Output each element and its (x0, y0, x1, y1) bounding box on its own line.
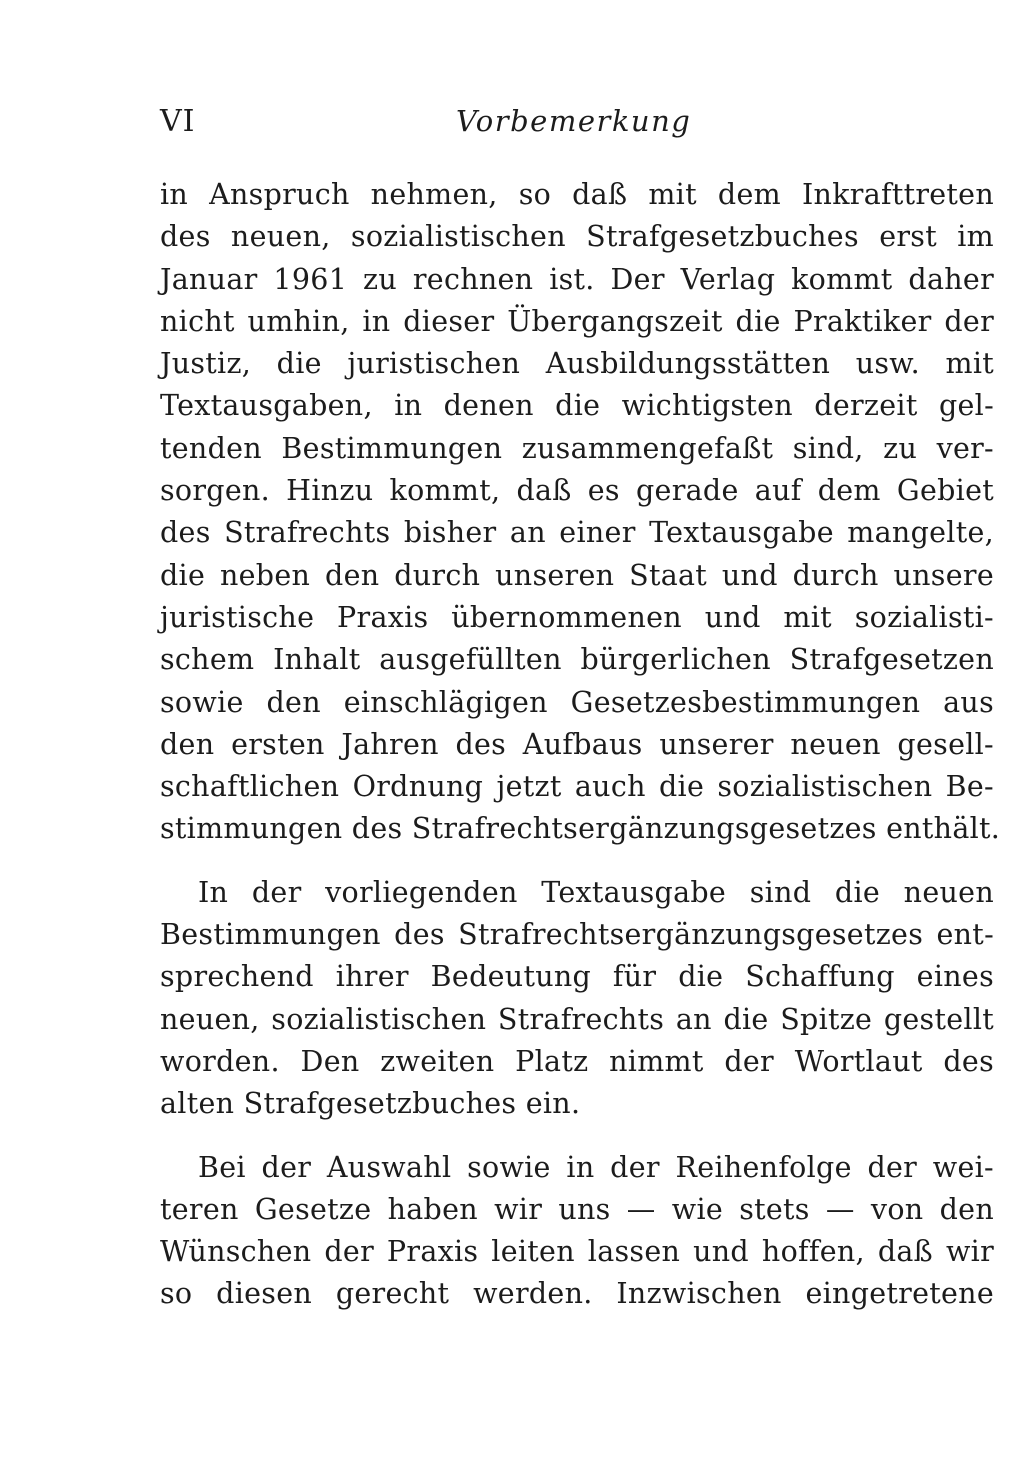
text-line: Textausgaben, in denen die wichtigsten derzeit gel- (160, 389, 994, 423)
text-line: juristische Praxis übernommenen und mit sozialisti- (160, 600, 994, 634)
paragraph-1 (160, 174, 1001, 851)
paragraph-gap (160, 1126, 994, 1147)
text-line: tenden Bestimmungen zusammengefaßt sind, zu ver- (160, 431, 994, 465)
text-line: nicht umhin, in dieser Übergangszeit die Praktiker der (160, 304, 994, 338)
text-line: den ersten Jahren des Aufbaus unserer neuen gesell- (160, 727, 994, 761)
page-header (156, 104, 994, 148)
text-line: schem Inhalt ausgefüllten bürgerlichen Strafgesetzen (160, 643, 994, 677)
text-line: alten Strafgesetzbuches ein. (160, 1087, 581, 1121)
text-line: schaftlichen Ordnung jetzt auch die sozialistischen Be- (160, 770, 994, 804)
page-number: VI (160, 104, 196, 139)
paragraph-gap (160, 851, 994, 872)
text-line: Bei der Auswahl sowie in der Reihenfolge der wei- (198, 1150, 994, 1184)
paragraph-2 (160, 872, 994, 1126)
text-line: sorgen. Hinzu kommt, daß es gerade auf dem Gebiet (160, 474, 994, 508)
text-line: die neben den durch unseren Staat und durch unsere (160, 558, 994, 592)
text-line: des neuen, sozialistischen Strafgesetzbuches erst im (160, 220, 994, 254)
text-line: teren Gesetze haben wir uns — wie stets — von den (160, 1192, 994, 1226)
text-line: so diesen gerecht werden. Inzwischen eingetretene (160, 1277, 994, 1311)
text-line: Januar 1961 zu rechnen ist. Der Verlag kommt daher (160, 262, 994, 296)
text-line: sprechend ihrer Bedeutung für die Schaffung eines (160, 960, 994, 994)
text-line: sowie den einschlägigen Gesetzesbestimmungen aus (160, 685, 994, 719)
text-line: in Anspruch nehmen, so daß mit dem Inkrafttreten (160, 178, 994, 211)
paragraph-3 (160, 1147, 994, 1316)
text-line: Wünschen der Praxis leiten lassen und hoffen, daß wir (160, 1235, 994, 1269)
text-line: Bestimmungen des Strafrechtsergänzungsgesetzes ent- (160, 918, 994, 952)
text-line: neuen, sozialistischen Strafrechts an die Spitze gestellt (160, 1002, 994, 1036)
body-text (160, 174, 1001, 1316)
text-line: worden. Den zweiten Platz nimmt der Wortlaut des (160, 1044, 994, 1078)
text-line: des Strafrechts bisher an einer Textausgabe mangelte, (160, 516, 994, 550)
text-line: Justiz, die juristischen Ausbildungsstätten usw. mit (160, 347, 994, 381)
text-line: stimmungen des Strafrechtsergänzungsgesetzes enthält. (160, 812, 1001, 846)
text-line: In der vorliegenden Textausgabe sind die neuen (198, 875, 994, 909)
running-title: Vorbemerkung (456, 104, 692, 138)
